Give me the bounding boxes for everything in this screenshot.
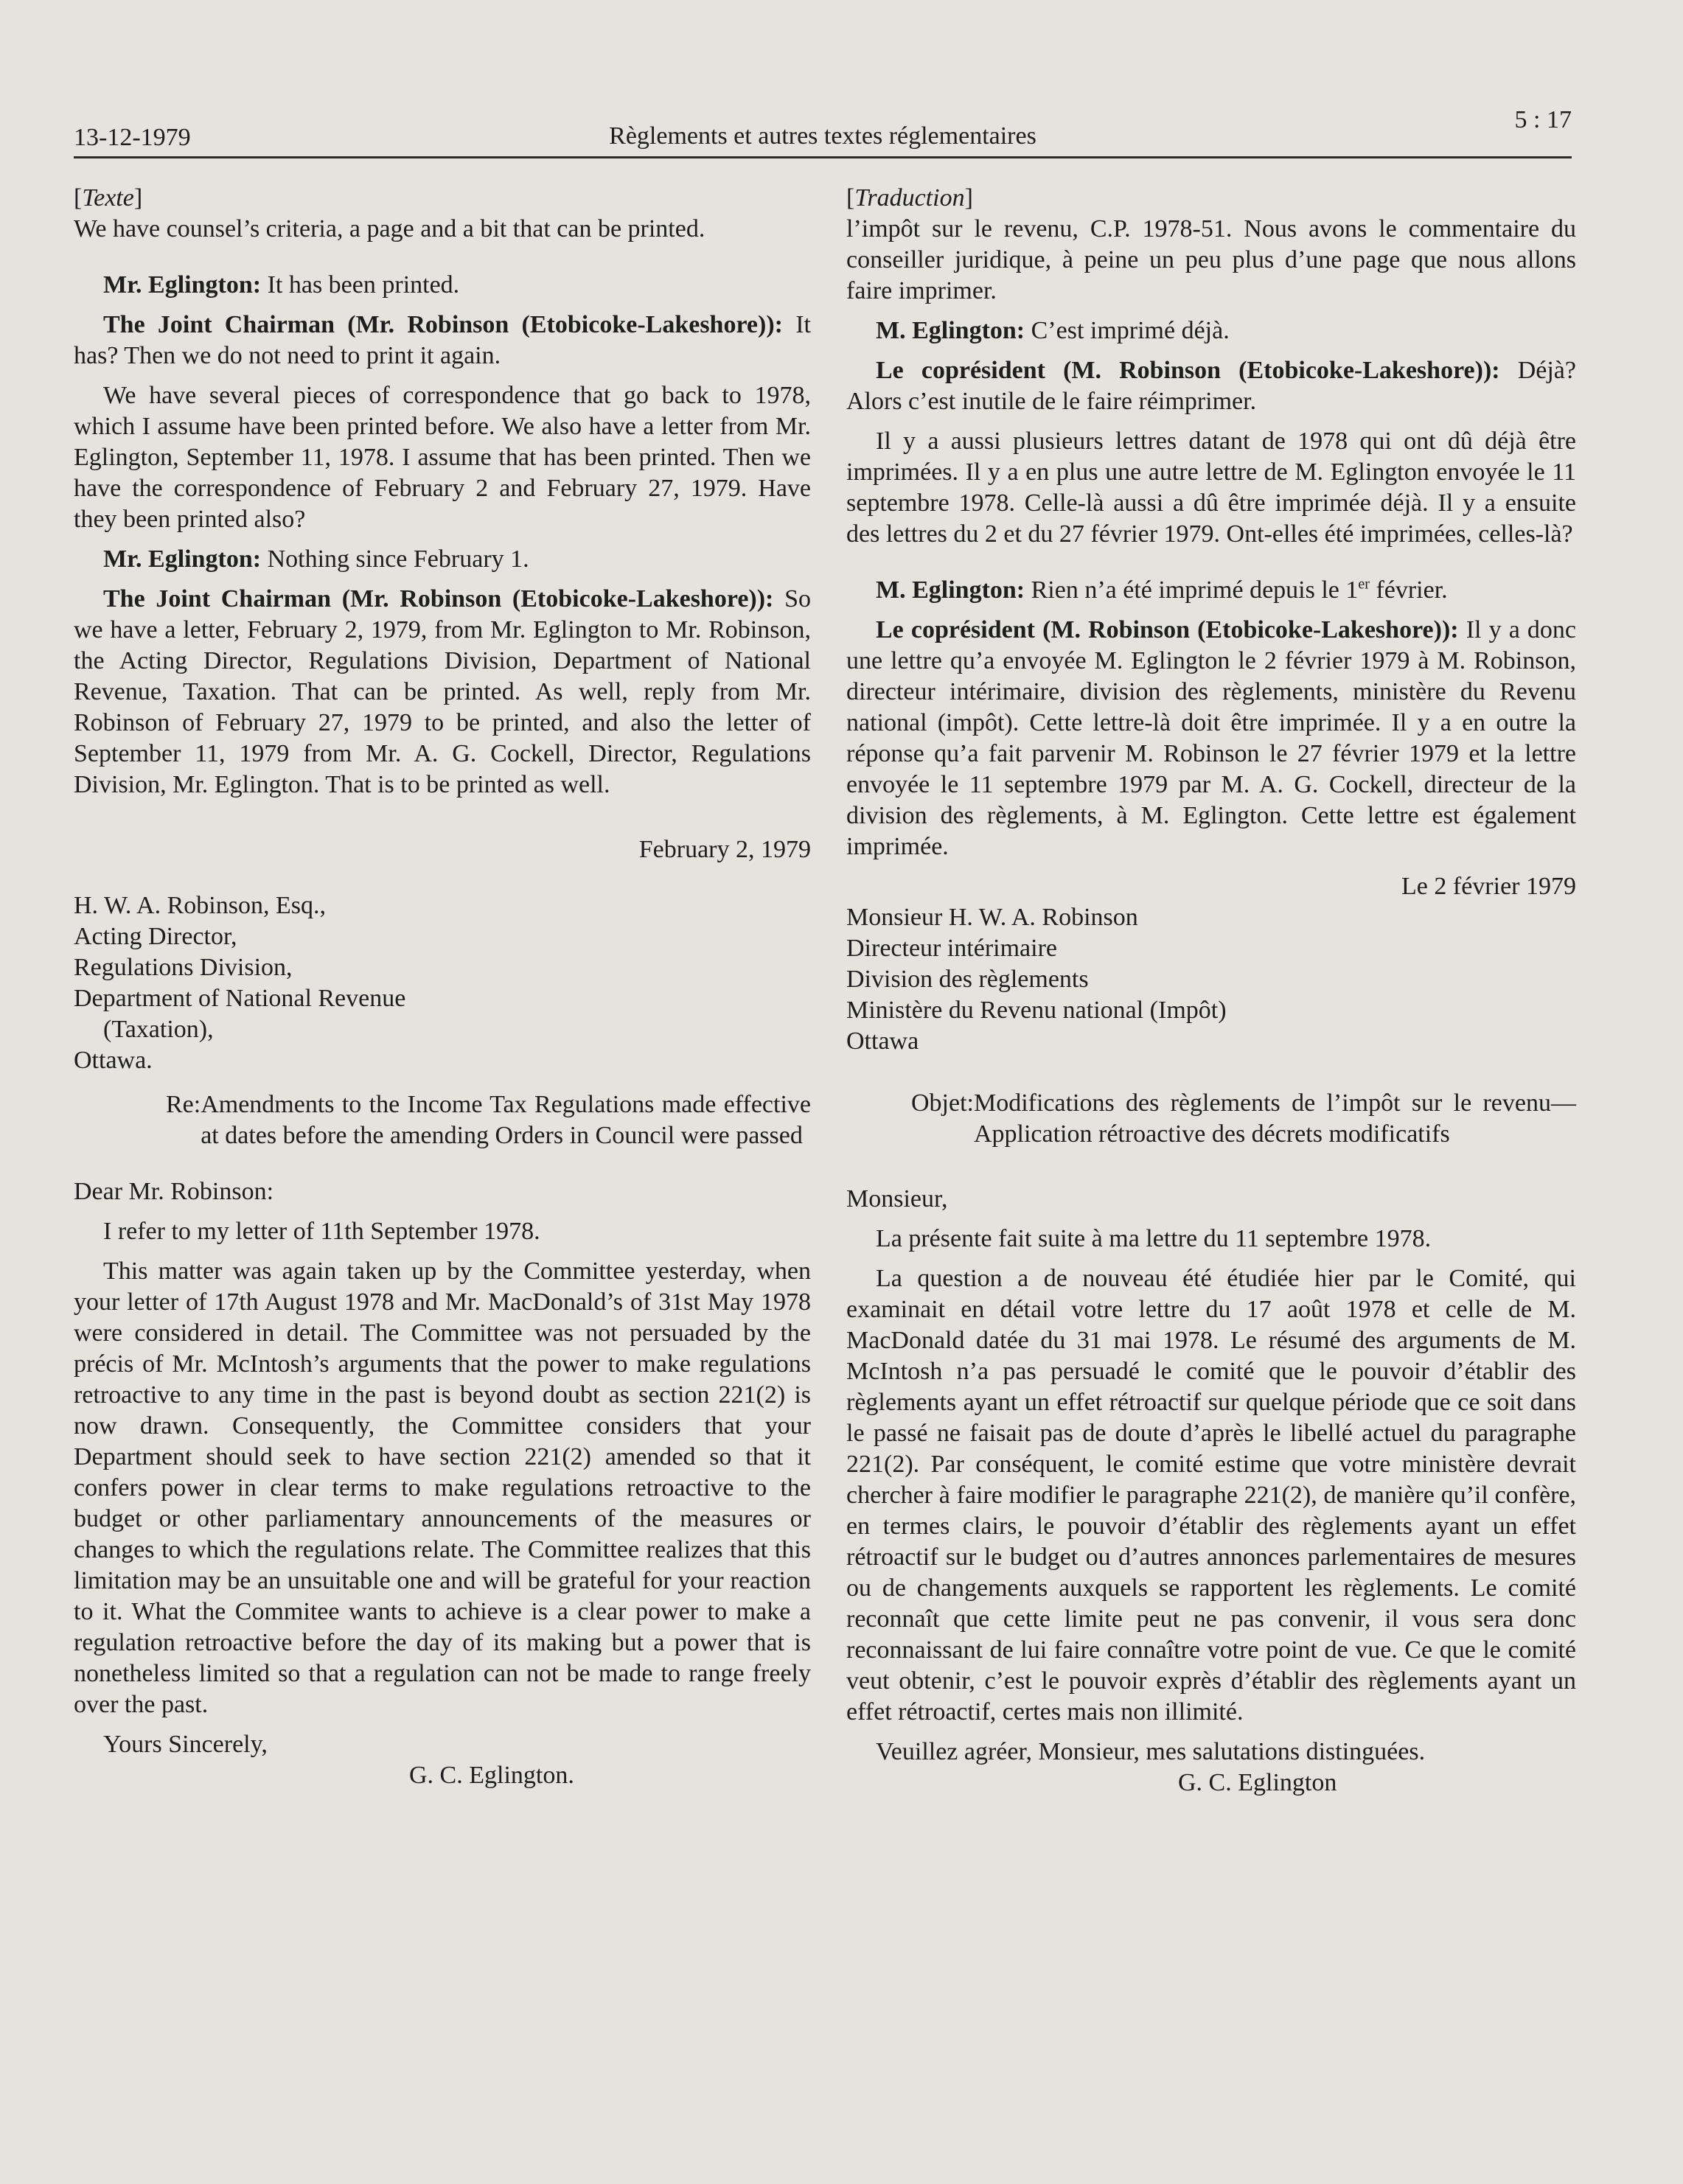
speaker-name: M. Eglington: (876, 317, 1025, 344)
subject-tag: Objet: (911, 1089, 974, 1117)
text-label: [Texte] (74, 184, 143, 212)
speaker-name: The Joint Chairman (Mr. Robinson (Etobicoke-Lakeshore)): (103, 585, 774, 613)
header-page-number: 5 : 17 (1514, 106, 1572, 133)
speaker-name: Le coprésident (M. Robinson (Etobicoke-Lakeshore)): (876, 616, 1459, 643)
speech-paragraph: Mr. Eglington: It has been printed. (103, 271, 460, 299)
speech-paragraph: The Joint Chairman (Mr. Robinson (Etobicoke-Lakeshore)): It has? Then we do not need to print it again. (74, 311, 811, 369)
header-title: Règlements et autres textes réglementaires (609, 122, 1036, 150)
french-column (846, 183, 1576, 1799)
speaker-name: M. Eglington: (876, 576, 1025, 604)
address-line: Directeur intérimaire (846, 935, 1058, 962)
letter-closing: Veuillez agréer, Monsieur, mes salutations distinguées. (876, 1738, 1426, 1765)
paragraph: We have counsel’s criteria, a page and a bit that can be printed. (74, 215, 705, 243)
salutation: Dear Mr. Robinson: (74, 1178, 274, 1205)
speaker-name: Mr. Eglington: (103, 545, 262, 573)
address-line: (Taxation), (103, 1016, 214, 1043)
subject-text: Modifications des règlements de l’impôt sur le revenu—Application rétroactive des décrets modificatifs (973, 1089, 1576, 1148)
paragraph: l’impôt sur le revenu, C.P. 1978-51. Nous avons le commentaire du conseiller juridique, à peine un peu plus d’une page que nous allons faire imprimer. (846, 215, 1576, 304)
address-line: Regulations Division, (74, 954, 293, 981)
address-line: Ottawa. (74, 1047, 153, 1074)
english-column (74, 183, 811, 1791)
speaker-name: Mr. Eglington: (103, 271, 262, 299)
letter-date: February 2, 1979 (638, 836, 811, 863)
speech-paragraph: Le coprésident (M. Robinson (Etobicoke-Lakeshore)): Il y a donc une lettre qu’a envoyée M. Eglington le 2 février 1979 à M. Robinson, directeur intérimaire, division des règlements, ministère du Revenu national (impôt). Cette lettre-là doit être imprimée. Il y a en outre la réponse qu’a fait parvenir M. Robinson le 27 février 1979 et la lettre envoyée le 11 septembre 1979 par M. A. G. Cockell, directeur de la division des règlements, à M. Eglington. Cette lettre est également imprimée. (846, 616, 1576, 860)
address-line: Ottawa (846, 1028, 919, 1055)
running-header (74, 103, 1572, 158)
address-line: Division des règlements (846, 966, 1089, 993)
subject-text: Amendments to the Income Tax Regulations made effective at dates before the amending Orders in Council were passed (201, 1091, 811, 1149)
speaker-name: Le coprésident (M. Robinson (Etobicoke-Lakeshore)): (876, 357, 1500, 384)
translation-label: [Traduction] (846, 184, 973, 212)
signature: G. C. Eglington. (409, 1762, 574, 1789)
speech-paragraph: Le coprésident (M. Robinson (Etobicoke-Lakeshore)): Déjà? Alors c’est inutile de le faire réimprimer. (846, 357, 1576, 415)
speech-paragraph: The Joint Chairman (Mr. Robinson (Etobicoke-Lakeshore)): So we have a letter, February 2, 1979, from Mr. Eglington to Mr. Robinson, the Acting Director, Regulations Division, Department of National Revenue, Taxation. That can be printed. As well, reply from Mr. Robinson of February 27, 1979 to be printed, and also the letter of September 11, 1979 from Mr. A. G. Cockell, Director, Regulations Division, Mr. Eglington. That is to be printed as well. (74, 585, 811, 798)
subject-line (846, 1088, 1576, 1150)
address-line: Ministère du Revenu national (Impôt) (846, 997, 1227, 1024)
speech-paragraph: M. Eglington: C’est imprimé déjà. (876, 317, 1230, 344)
address-line: Department of National Revenue (74, 985, 406, 1012)
speech-paragraph: M. Eglington: Rien n’a été imprimé depuis le 1er février. (876, 576, 1448, 604)
speech-paragraph: Mr. Eglington: Nothing since February 1. (103, 545, 529, 573)
paragraph: Il y a aussi plusieurs lettres datant de 1978 qui ont dû déjà être imprimées. Il y a en plus une autre lettre de M. Eglington envoyée le 11 septembre 1978. Celle-là aussi a dû être imprimée déjà. Il y a ensuite des lettres du 2 et du 27 février 1979. Ont-elles été imprimées, celles-là? (846, 428, 1576, 548)
letter-closing: Yours Sincerely, (103, 1731, 268, 1758)
letter-paragraph: I refer to my letter of 11th September 1978. (103, 1218, 540, 1245)
letter-date: Le 2 février 1979 (1401, 873, 1576, 900)
salutation: Monsieur, (846, 1185, 948, 1213)
address-line: Monsieur H. W. A. Robinson (846, 904, 1138, 931)
letter-paragraph: La question a de nouveau été étudiée hier par le Comité, qui examinait en détail votre lettre du 17 août 1978 et celle de M. MacDonald datée du 31 mai 1978. Le résumé des arguments de M. McIntosh n’a pas persuadé le comité que le pouvoir d’établir des règlements ayant un effet rétroactif sur quelque période que ce soit dans le passé ne faisait pas de doute d’après le libellé actuel du paragraphe 221(2). Par conséquent, le comité estime que votre ministère devrait chercher à faire modifier le paragraphe 221(2), de manière qu’il confère, en termes clairs, le pouvoir d’établir des règlements ayant un effet rétroactif sur le budget ou d’autres annonces parlementaires de mesures ou de changements auxquels se rapportent les règlements. Le comité reconnaît que cette limite peut ne pas convenir, il vous sera donc reconnaissant de lui faire connaître votre point de vue. Ce que le comité veut obtenir, c’est le pouvoir exprès d’établir des règlements ayant un effet rétroactif, certes mais non illimité. (846, 1265, 1576, 1726)
subject-tag: Re: (166, 1091, 201, 1118)
letter-paragraph: This matter was again taken up by the Committee yesterday, when your letter of 17th August 1978 and Mr. MacDonald’s of 31st May 1978 were considered in detail. The Committee was not persuaded by the précis of Mr. McIntosh’s arguments that the power to make regulations retroactive to any time in the past is beyond doubt as section 221(2) is now drawn. Consequently, the Committee considers that your Department should seek to have section 221(2) amended so that it confers power in clear terms to make regulations retroactive to the budget or other parliamentary announcements of the measures or changes to which the regulations relate. The Committee realizes that this limitation may be an unsuitable one and will be grateful for your reaction to it. What the Commitee wants to achieve is a clear power to make a regulation retroactive before the day of its making but a power that is nonetheless limited so that a regulation can not be made to range freely over the past. (74, 1257, 811, 1718)
speaker-name: The Joint Chairman (Mr. Robinson (Etobicoke-Lakeshore)): (103, 311, 783, 338)
signature: G. C. Eglington (1178, 1769, 1337, 1796)
header-date: 13-12-1979 (74, 124, 191, 151)
paragraph: We have several pieces of correspondence that go back to 1978, which I assume have been printed before. We also have a letter from Mr. Eglington, September 11, 1978. I assume that has been printed. Then we have the correspondence of February 2 and February 27, 1979. Have they been printed also? (74, 382, 811, 533)
address-line: H. W. A. Robinson, Esq., (74, 892, 326, 919)
subject-line (74, 1089, 811, 1151)
letter-paragraph: La présente fait suite à ma lettre du 11 septembre 1978. (876, 1225, 1432, 1252)
address-line: Acting Director, (74, 923, 237, 950)
